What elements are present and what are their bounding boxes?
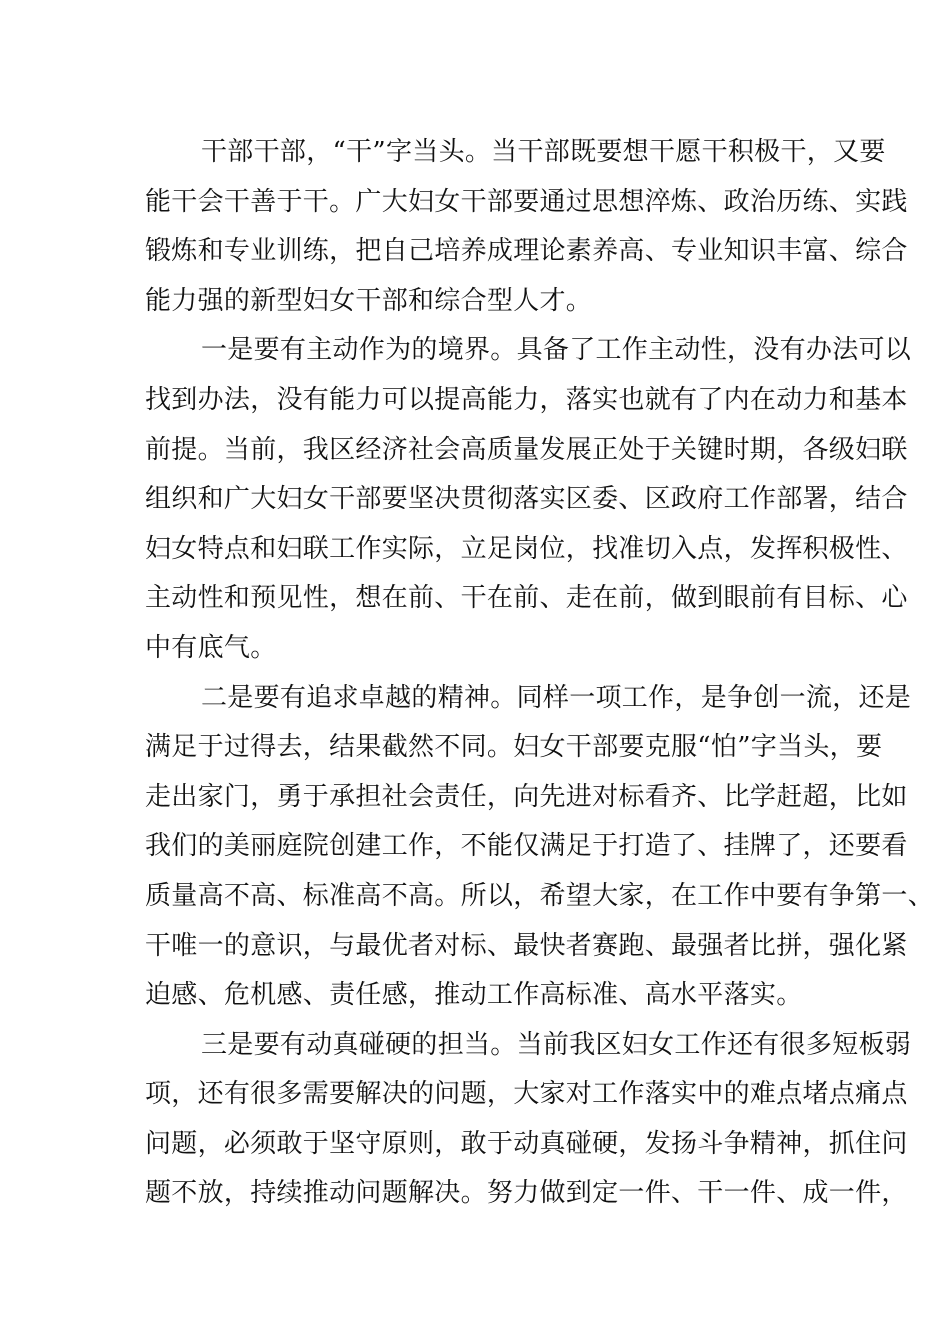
text-line: 能干会干善于干。广大妇女干部要通过思想淬炼、政治历练、实践	[145, 186, 908, 217]
paragraph-intro	[145, 128, 908, 326]
text-line: 问题，必须敢于坚守原则，敢于动真碰硬，发扬斗争精神，抓住问	[145, 1128, 908, 1159]
text-line: 找到办法，没有能力可以提高能力，落实也就有了内在动力和基本	[145, 384, 908, 415]
text-line: 走出家门，勇于承担社会责任，向先进对标看齐、比学赶超，比如	[145, 781, 908, 812]
text-line: 质量高不高、标准高不高。所以，希望大家，在工作中要有争第一、	[145, 880, 935, 911]
text-line: 主动性和预见性，想在前、干在前、走在前，做到眼前有目标、心	[145, 583, 908, 614]
text-line: 二是要有追求卓越的精神。同样一项工作，是争创一流，还是	[201, 682, 912, 713]
paragraph-point-three	[145, 1021, 912, 1219]
paragraph-point-one	[145, 326, 912, 673]
text-line: 能力强的新型妇女干部和综合型人才。	[145, 285, 593, 316]
text-line: 一是要有主动作为的境界。具备了工作主动性，没有办法可以	[201, 335, 912, 366]
text-line: 中有底气。	[145, 632, 277, 663]
text-line: 妇女特点和妇联工作实际，立足岗位，找准切入点，发挥积极性、	[145, 533, 908, 564]
text-line: 组织和广大妇女干部要坚决贯彻落实区委、区政府工作部署，结合	[145, 484, 908, 515]
paragraph-point-two	[145, 674, 935, 1021]
text-line: 干部干部，“干”字当头。当干部既要想干愿干积极干，又要	[201, 137, 886, 167]
text-line: 前提。当前，我区经济社会高质量发展正处于关键时期，各级妇联	[145, 434, 908, 465]
text-line: 迫感、危机感、责任感，推动工作高标准、高水平落实。	[145, 980, 803, 1011]
text-line: 我们的美丽庭院创建工作，不能仅满足于打造了、挂牌了，还要看	[145, 831, 908, 862]
text-line: 项，还有很多需要解决的问题，大家对工作落实中的难点堵点痛点	[145, 1079, 908, 1110]
text-line: 干唯一的意识，与最优者对标、最快者赛跑、最强者比拼，强化紧	[145, 930, 908, 961]
text-line: 满足于过得去，结果截然不同。妇女干部要克服“怕”字当头，要	[145, 732, 883, 763]
text-line: 三是要有动真碰硬的担当。当前我区妇女工作还有很多短板弱	[201, 1029, 912, 1060]
document-body	[145, 128, 935, 1219]
text-line: 题不放，持续推动问题解决。努力做到定一件、干一件、成一件，	[145, 1178, 908, 1209]
text-line: 锻炼和专业训练，把自己培养成理论素养高、专业知识丰富、综合	[145, 236, 908, 267]
